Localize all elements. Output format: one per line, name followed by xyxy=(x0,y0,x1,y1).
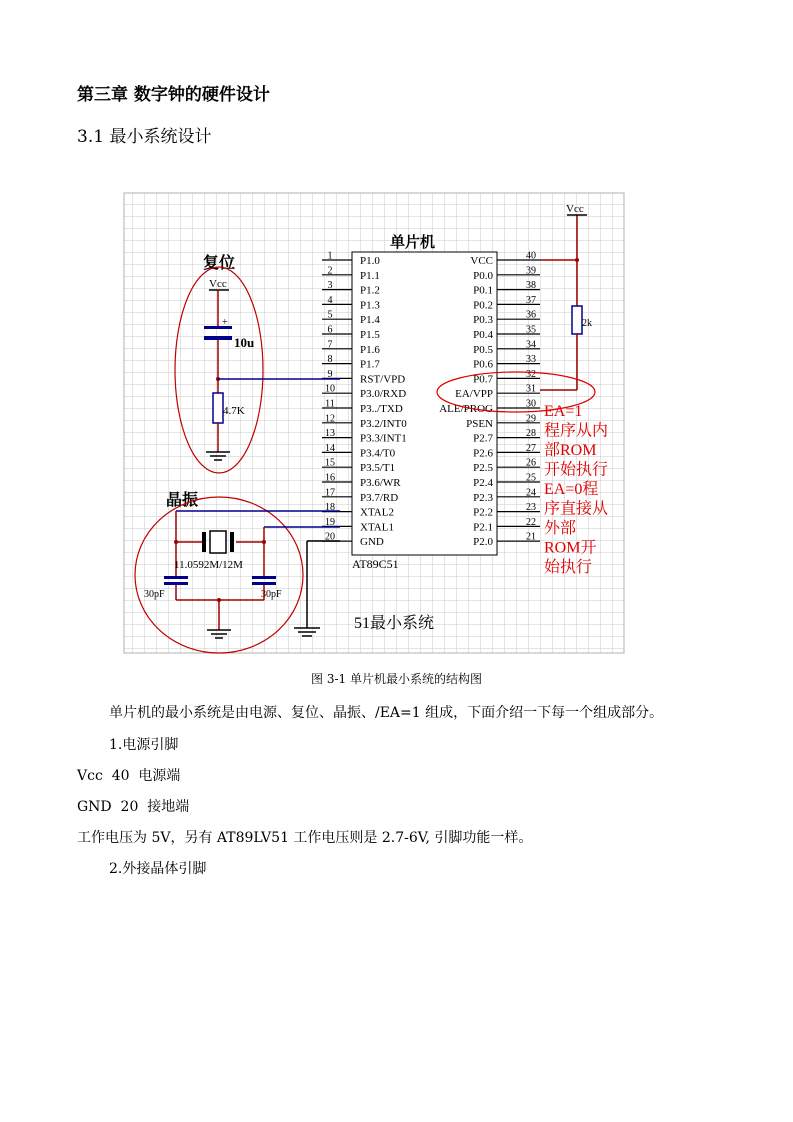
cap-left-value: 30pF xyxy=(144,589,165,600)
right-pin-number-39: 39 xyxy=(526,265,536,277)
left-pin-number-17: 17 xyxy=(325,487,335,499)
left-pin-number-7: 7 xyxy=(327,339,333,351)
paragraph-intro: 单片机的最小系统是由电源、复位、晶振、/EA=1 组成，下面介绍一下每一个组成部分。 xyxy=(109,705,664,721)
right-pin-number-34: 34 xyxy=(526,339,536,351)
right-pin-number-33: 33 xyxy=(526,354,536,366)
right-pin-name-36: P0.3 xyxy=(473,314,493,327)
figure-caption: 图 3-1 单片机最小系统的结构图 xyxy=(311,672,482,686)
left-pin-name-13: P3.3/INT1 xyxy=(360,432,407,445)
left-pin-name-12: P3.2/INT0 xyxy=(360,417,407,430)
right-pin-name-33: P0.6 xyxy=(473,358,493,371)
paragraph-gnd: GND 20 接地端 xyxy=(77,799,190,815)
paragraph-crystal-heading: 2.外接晶体引脚 xyxy=(109,861,207,877)
right-pin-number-28: 28 xyxy=(526,428,536,440)
left-pin-number-18: 18 xyxy=(325,502,335,514)
reset-resistor-value: 4.7K xyxy=(223,405,245,417)
chip-name: AT89C51 xyxy=(352,557,399,571)
right-pin-name-32: P0.7 xyxy=(473,373,493,386)
left-pin-name-8: P1.7 xyxy=(360,358,380,371)
right-pin-number-30: 30 xyxy=(526,398,536,410)
cap-right-value: 30pF xyxy=(261,589,282,600)
left-pin-number-2: 2 xyxy=(327,265,333,277)
left-pin-name-20: GND xyxy=(360,536,384,549)
left-pin-number-5: 5 xyxy=(327,309,333,321)
section-title: 3.1 最小系统设计 xyxy=(77,127,212,147)
left-pin-name-14: P3.4/T0 xyxy=(360,447,396,460)
right-pin-number-24: 24 xyxy=(526,487,536,499)
vcc-top-label: Vcc xyxy=(566,203,584,215)
left-pin-name-18: XTAL2 xyxy=(360,506,394,519)
pullup-value: 2k xyxy=(582,318,592,329)
right-pin-name-28: P2.7 xyxy=(473,432,493,445)
svg-text:+: + xyxy=(222,317,228,328)
right-pin-number-38: 38 xyxy=(526,280,536,292)
right-pin-number-22: 22 xyxy=(526,516,536,528)
left-pin-number-16: 16 xyxy=(325,472,335,484)
annotation-line-3: 开始执行 xyxy=(544,461,609,479)
annotation-line-1: 程序从内 xyxy=(544,422,609,440)
right-pin-number-27: 27 xyxy=(526,442,536,454)
paragraph-voltage: 工作电压为 5V，另有 AT89LV51 工作电压则是 2.7-6V, 引脚功能一样。 xyxy=(77,830,533,846)
chip-title: 单片机 xyxy=(390,235,436,251)
left-pin-name-6: P1.5 xyxy=(360,329,380,341)
right-pin-number-29: 29 xyxy=(526,413,536,425)
left-pin-number-3: 3 xyxy=(327,280,333,292)
right-pin-name-35: P0.4 xyxy=(473,329,493,341)
annotation-line-6: 外部 xyxy=(544,520,577,537)
annotation-line-4: EA=0程 xyxy=(544,481,599,498)
left-pin-number-8: 8 xyxy=(327,354,333,366)
left-pin-number-12: 12 xyxy=(325,413,335,425)
right-pin-name-24: P2.3 xyxy=(473,491,493,504)
left-pin-number-1: 1 xyxy=(327,250,333,262)
right-pin-name-25: P2.4 xyxy=(473,477,493,489)
left-pin-number-10: 10 xyxy=(325,383,335,395)
reset-resistor xyxy=(213,393,223,423)
left-pin-name-10: P3.0/RXD xyxy=(360,388,407,401)
left-pin-name-9: RST/VPD xyxy=(360,373,406,386)
left-pin-name-11: P3../TXD xyxy=(360,403,403,415)
annotation-line-0: EA=1 xyxy=(544,403,583,420)
right-pin-name-22: P2.1 xyxy=(473,521,493,534)
left-pin-name-3: P1.2 xyxy=(360,284,380,297)
left-pin-number-13: 13 xyxy=(325,428,335,440)
chapter-title: 第三章 数字钟的硬件设计 xyxy=(77,85,270,105)
right-pin-name-38: P0.1 xyxy=(473,284,493,297)
left-pin-number-4: 4 xyxy=(327,294,333,306)
pullup-resistor xyxy=(572,306,582,334)
left-pin-number-19: 19 xyxy=(325,516,335,528)
right-pin-number-25: 25 xyxy=(526,472,536,484)
crystal-label: 晶振 xyxy=(166,492,199,509)
reset-cap-value: 10u xyxy=(234,335,255,350)
right-pin-name-30: ALE/PROG xyxy=(439,403,493,415)
crystal-body xyxy=(210,531,226,553)
left-pin-number-15: 15 xyxy=(325,457,335,469)
left-pin-name-16: P3.6/WR xyxy=(360,477,401,489)
right-pin-number-32: 32 xyxy=(526,368,536,380)
left-pin-number-9: 9 xyxy=(327,368,333,380)
annotation-line-8: 始执行 xyxy=(544,559,593,576)
right-pin-number-37: 37 xyxy=(526,294,536,306)
reset-capacitor-bottom-plate xyxy=(204,336,232,340)
reset-vcc-label: Vcc xyxy=(209,278,227,290)
left-pin-name-1: P1.0 xyxy=(360,255,380,267)
left-pin-number-20: 20 xyxy=(325,531,335,543)
left-pin-name-7: P1.6 xyxy=(360,343,380,356)
left-pin-name-2: P1.1 xyxy=(360,269,380,282)
left-pin-number-14: 14 xyxy=(325,442,335,454)
right-pin-name-27: P2.6 xyxy=(473,447,493,460)
right-pin-name-26: P2.5 xyxy=(473,462,493,475)
crystal-value: 11.0592M/12M xyxy=(174,559,243,571)
right-pin-name-40: VCC xyxy=(470,255,493,267)
left-pin-name-19: XTAL1 xyxy=(360,521,394,534)
right-pin-name-39: P0.0 xyxy=(473,269,493,282)
right-pin-name-37: P0.2 xyxy=(473,299,493,312)
paragraph-power-heading: 1.电源引脚 xyxy=(109,737,179,753)
left-pin-name-15: P3.5/T1 xyxy=(360,462,396,475)
right-pin-name-34: P0.5 xyxy=(473,343,493,356)
right-pin-name-21: P2.0 xyxy=(473,536,493,549)
paragraph-vcc: Vcc 40 电源端 xyxy=(77,768,181,784)
right-pin-name-31: EA/VPP xyxy=(455,388,493,401)
annotation-line-2: 部ROM xyxy=(544,442,597,459)
right-pin-number-40: 40 xyxy=(526,250,536,262)
right-pin-name-29: PSEN xyxy=(466,417,493,430)
right-pin-number-26: 26 xyxy=(526,457,536,469)
left-pin-number-11: 11 xyxy=(325,398,335,410)
right-pin-number-21: 21 xyxy=(526,531,536,543)
right-pin-number-31: 31 xyxy=(526,383,536,395)
annotation-line-7: ROM开 xyxy=(544,539,597,557)
left-pin-name-5: P1.4 xyxy=(360,314,380,327)
system-label: 51最小系统 xyxy=(354,615,435,632)
right-pin-name-23: P2.2 xyxy=(473,506,493,519)
right-pin-number-23: 23 xyxy=(526,502,536,514)
reset-label: 复位 xyxy=(203,255,236,272)
right-pin-number-36: 36 xyxy=(526,309,536,321)
left-pin-name-17: P3.7/RD xyxy=(360,491,399,504)
reset-capacitor-top-plate xyxy=(204,326,232,329)
left-pin-number-6: 6 xyxy=(327,324,333,336)
right-pin-number-35: 35 xyxy=(526,324,536,336)
annotation-line-5: 序直接从 xyxy=(544,500,609,518)
left-pin-name-4: P1.3 xyxy=(360,299,380,312)
